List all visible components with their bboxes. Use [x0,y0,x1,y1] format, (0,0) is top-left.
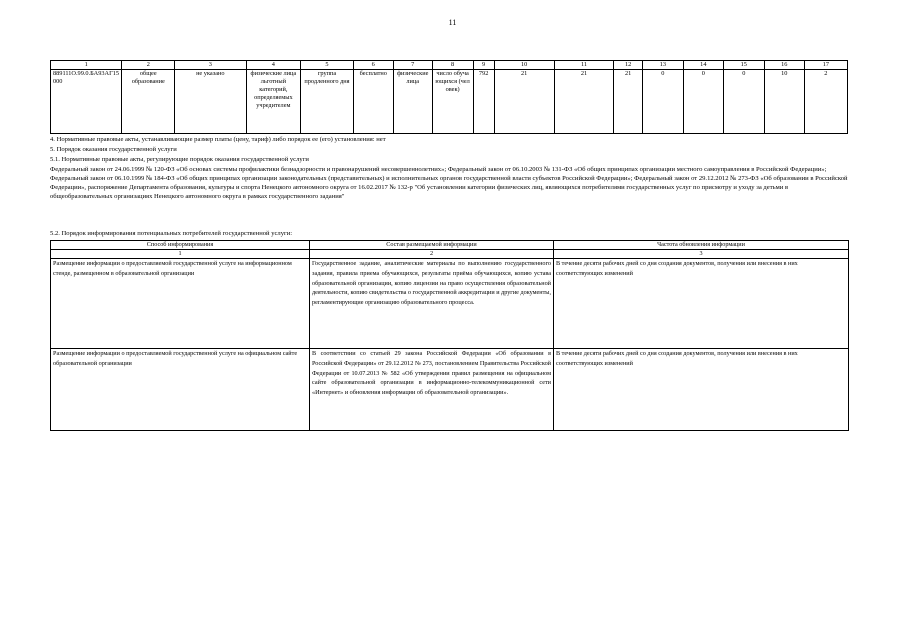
table-cell: физические лица льготный категорий, определяемых учредителем [246,70,301,134]
column-number: 2 [122,61,175,70]
method-cell: Размещение информации о предоставляемой государственной услуге на официальном сайте образовательной организации [51,349,310,431]
section-5-text: 5. Порядок оказания государственной услуги [50,146,177,153]
table-cell: число обучающихся (человек) [432,70,473,134]
section-5-2-text: 5.2. Порядок информирования потенциальных потребителей государственной услуги: [50,230,293,237]
table-cell: 0 [683,70,723,134]
column-number: 12 [614,61,642,70]
column-header: Частота обновления информации [554,241,849,250]
column-number: 4 [246,61,301,70]
table-cell: 21 [494,70,554,134]
column-number: 6 [353,61,393,70]
column-number: 3 [554,250,849,259]
section-5-heading [50,146,850,155]
method-cell: Размещение информации о предоставляемой государственной услуге на информационном стенде, размещенном в образовательной организации [51,259,310,349]
column-number: 2 [310,250,554,259]
table-cell: 0 [723,70,764,134]
content-cell: В соответствии со статьей 29 закона Российской Федерации «Об образовании в Российской Федерации» от 29.12.2012 № 273, постановлением Правительства Российской Федерации от 10.07.2013 № 582 «Об утверждении правил размещения на официальном сайте образовательной организации в информационно-телекоммуникационной сети «Интернет» и обновления информации об образовательной организации». [310,349,554,431]
table-cell: не указано [175,70,246,134]
column-number-row [51,250,849,259]
section-4-text: 4. Нормативные правовые акты, устанавливающие размер платы (цену, тариф) либо порядок ее (его) установления: нет [50,136,386,143]
column-number: 3 [175,61,246,70]
legal-acts-paragraph [50,166,850,202]
legal-acts-text: Федеральный закон от 24.06.1999 № 120-ФЗ «Об основах системы профилактики безнадзорности и правонарушений несовершеннолетних»; Федеральный закон от 06.10.2003 № 131-ФЗ «Об общих принципах организации местного самоуправления в Российской Федерации»; Федеральный закон от 06.10.1999 № 184-ФЗ «Об общих принципах организации законодательных (представительных) и исполнительных органов государственной власти субъектов Российской Федерации»; Федеральный закон от 29.12.2012 № 273-ФЗ «Об образовании в Российской Федерации», распоряжение Департамента образования, культуры и спорта Ненецкого автономного округа от 16.02.2017 № 132-р "Об установлении категории физических лиц, являющихся потребителями государственных услуг по присмотру и уходу за детьми в общеобразовательных организациях Ненецкого автономного округа в рамках государственного задания" [50,166,848,200]
section-5-2-heading [50,230,850,239]
frequency-cell: В течение десяти рабочих дней со дня создания документов, получения или внесения в них соответствующих изменений [554,349,849,431]
column-number: 7 [393,61,432,70]
column-number: 13 [642,61,683,70]
column-number: 16 [764,61,804,70]
column-number: 8 [432,61,473,70]
column-header: Способ информирования [51,241,310,250]
table-cell: бесплатно [353,70,393,134]
section-5-1-heading [50,156,850,165]
content-cell: Государственное задание, аналитические материалы по выполнению государственного задания, правила приема обучающихся, результаты приёма обучающихся, копию устава образовательной организации, копию лицензии на право осуществления образовательной деятельности, копию свидетельства о государственной аккредитации и другие документы, регламентирующие организацию образовательного процесса. [310,259,554,349]
table-cell: 21 [554,70,614,134]
table-row [51,259,849,349]
page-number: 11 [448,18,457,27]
table-row [51,349,849,431]
information-methods-table [50,240,849,431]
column-number: 5 [301,61,354,70]
table-header-row [51,61,848,70]
table-cell: 10 [764,70,804,134]
column-number: 17 [804,61,847,70]
frequency-cell: В течение десяти рабочих дней со дня создания документов, получения или внесения в них соответствующих изменений [554,259,849,349]
table-cell: физические лица [393,70,432,134]
column-number: 10 [494,61,554,70]
registry-code-cell: 889111О.99.0.БА93АГ15000 [51,70,122,134]
column-number: 9 [473,61,494,70]
table-header-row [51,241,849,250]
table-cell: 21 [614,70,642,134]
column-header: Состав размещаемой информации [310,241,554,250]
table-cell: 792 [473,70,494,134]
column-number: 1 [51,250,310,259]
table-row [51,70,848,134]
table-cell: группа продленного дня [301,70,354,134]
column-number: 1 [51,61,122,70]
column-number: 15 [723,61,764,70]
column-number: 14 [683,61,723,70]
table-cell: 0 [642,70,683,134]
section-4-paragraph [50,136,850,145]
column-number: 11 [554,61,614,70]
table-cell: общее образование [122,70,175,134]
section-5-1-text: 5.1. Нормативные правовые акты, регулирующие порядок оказания государственной услуги [50,156,309,163]
service-volume-table [50,60,848,134]
table-cell: 2 [804,70,847,134]
